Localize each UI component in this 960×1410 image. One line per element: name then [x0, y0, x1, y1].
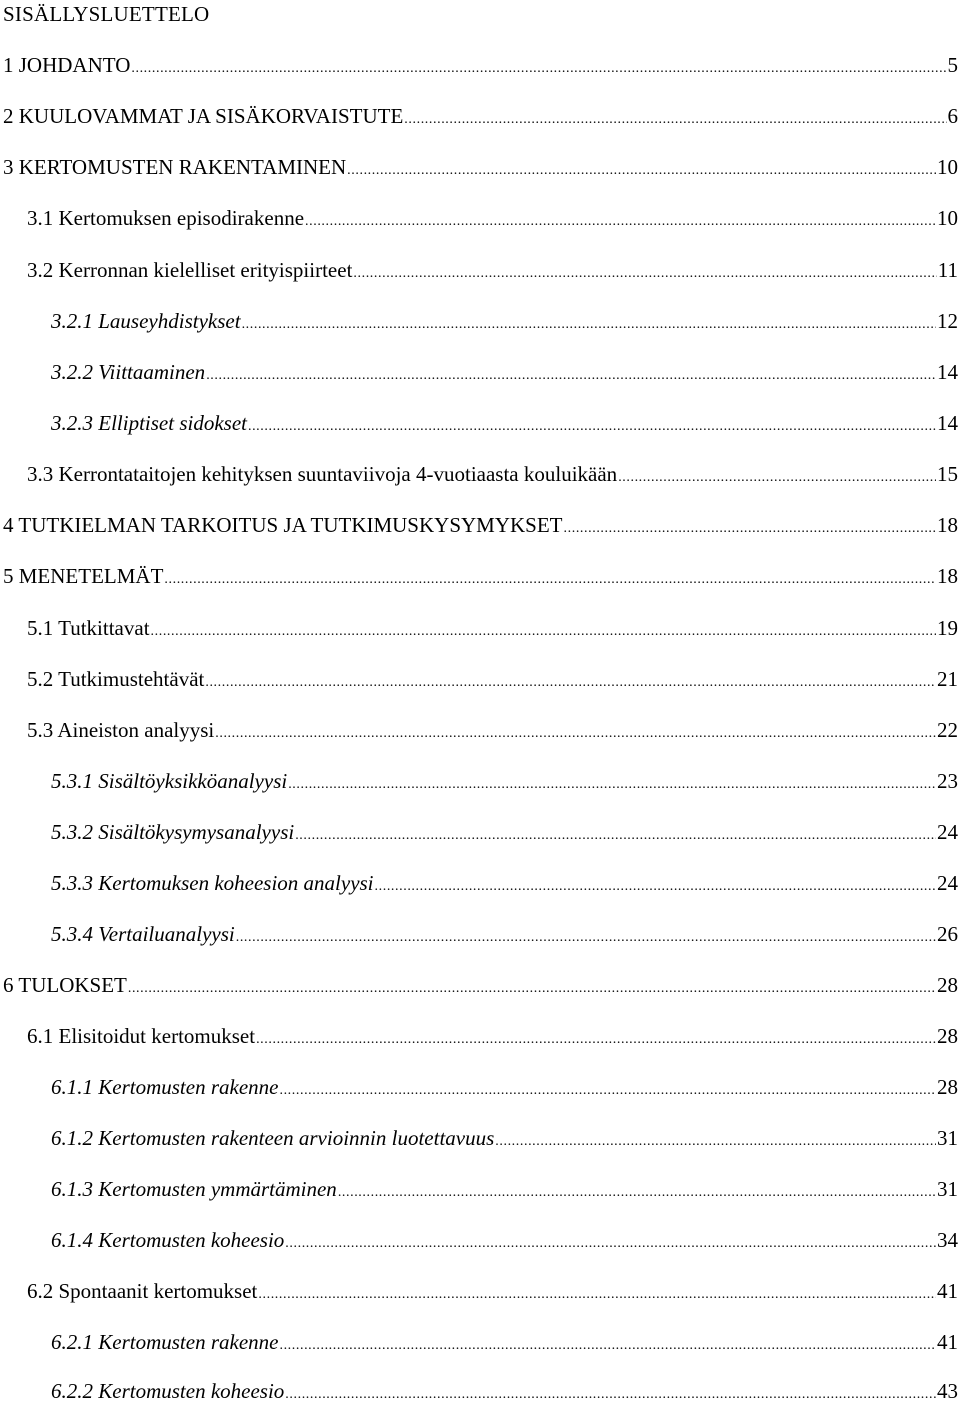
toc-entry-label: 5.2 Tutkimustehtävät [27, 667, 205, 691]
toc-entry [3, 152, 958, 182]
toc-entry [51, 1376, 958, 1406]
dot-leader [305, 203, 936, 237]
dot-leader [128, 970, 936, 1004]
toc-entry [3, 101, 958, 131]
toc-entry [51, 1072, 958, 1102]
toc-entry-label: 3.2 Kerronnan kielelliset erityispiirteet [27, 258, 353, 282]
toc-entry-label: 6.1.1 Kertomusten rakenne [51, 1075, 279, 1099]
toc-entry-label: 6 TULOKSET [3, 973, 127, 997]
dot-leader [215, 715, 936, 749]
toc-entry-page: 18 [937, 513, 958, 537]
toc-entry-label: 1 JOHDANTO [3, 53, 131, 77]
toc-entry-page: 10 [937, 206, 958, 230]
toc-entry-label: 3.2.2 Viittaaminen [51, 360, 206, 384]
toc-entry-page: 19 [937, 616, 958, 640]
dot-leader [288, 766, 936, 800]
toc-entry-page: 41 [937, 1279, 958, 1303]
toc-entry-label: 5 MENETELMÄT [3, 564, 164, 588]
toc-entry-page: 12 [937, 309, 958, 333]
dot-leader [404, 101, 946, 135]
dot-leader [279, 1072, 936, 1106]
toc-entry-label: 5.3 Aineiston analyysi [27, 718, 215, 742]
toc-entry-page: 31 [937, 1177, 958, 1201]
toc-entry-page: 15 [937, 462, 958, 486]
toc-entry [51, 1327, 958, 1357]
toc-entry-page: 5 [947, 53, 958, 77]
toc-entry [51, 766, 958, 796]
toc-entry [51, 306, 958, 336]
toc-entry [27, 715, 958, 745]
toc-entry [51, 1174, 958, 1204]
toc-entry-page: 28 [937, 1024, 958, 1048]
dot-leader [236, 919, 936, 953]
dot-leader [375, 868, 936, 902]
dot-leader [164, 561, 936, 595]
toc-entry-page: 14 [937, 360, 958, 384]
dot-leader [285, 1225, 936, 1259]
dot-leader [295, 817, 936, 851]
toc-entry-page: 21 [937, 667, 958, 691]
toc-entry-page: 28 [937, 1075, 958, 1099]
toc-entry [27, 255, 958, 285]
dot-leader [242, 306, 936, 340]
dot-leader [248, 408, 936, 442]
toc-entry [27, 1021, 958, 1051]
toc-entry-label: 5.3.4 Vertailuanalyysi [51, 922, 235, 946]
toc-entry-label: 5.3.3 Kertomuksen koheesion analyysi [51, 871, 374, 895]
toc-entry-label: 6.2 Spontaanit kertomukset [27, 1279, 258, 1303]
dot-leader [279, 1327, 936, 1361]
dot-leader [258, 1276, 936, 1310]
toc-entry-page: 10 [937, 155, 958, 179]
toc-entry-label: 5.3.1 Sisältöyksikköanalyysi [51, 769, 288, 793]
toc-entry-page: 14 [937, 411, 958, 435]
toc-entry [51, 919, 958, 949]
toc-entry-page: 41 [937, 1330, 958, 1354]
toc-entry [27, 459, 958, 489]
toc-entry-label: 5.3.2 Sisältökysymysanalyysi [51, 820, 295, 844]
dot-leader [347, 152, 936, 186]
toc-entry-label: 2 KUULOVAMMAT JA SISÄKORVAISTUTE [3, 104, 404, 128]
toc-entry [51, 1225, 958, 1255]
toc-entry-label: 3.2.3 Elliptiset sidokset [51, 411, 247, 435]
dot-leader [151, 613, 936, 647]
dot-leader [256, 1021, 936, 1055]
toc-entry-page: 34 [937, 1228, 958, 1252]
toc-entry-label: 4 TUTKIELMAN TARKOITUS JA TUTKIMUSKYSYMYKSET [3, 513, 563, 537]
dot-leader [564, 510, 936, 544]
toc-entry-page: 6 [947, 104, 958, 128]
toc-entry [27, 664, 958, 694]
dot-leader [353, 255, 936, 289]
toc-entry [3, 970, 958, 1000]
toc-entry-page: 43 [937, 1379, 958, 1403]
toc-entry-label: 6.1.2 Kertomusten rakenteen arvioinnin luotettavuus [51, 1126, 495, 1150]
toc-entry-label: 6.1.4 Kertomusten koheesio [51, 1228, 285, 1252]
dot-leader [205, 664, 936, 698]
toc-entry-page: 26 [937, 922, 958, 946]
toc-entry [3, 561, 958, 591]
toc-entry-label: 6.1.3 Kertomusten ymmärtäminen [51, 1177, 337, 1201]
toc-entry-page: 18 [937, 564, 958, 588]
dot-leader [338, 1174, 936, 1208]
toc-entry-label: 6.1 Elisitoidut kertomukset [27, 1024, 256, 1048]
toc-entry-label: 6.2.1 Kertomusten rakenne [51, 1330, 279, 1354]
toc-entry-label: 3.2.1 Lauseyhdistykset [51, 309, 241, 333]
toc-entry [3, 50, 958, 80]
toc-heading: SISÄLLYSLUETTELO [3, 2, 210, 26]
toc-entry-page: 24 [937, 820, 958, 844]
toc-entry-label: 3.1 Kertomuksen episodirakenne [27, 206, 305, 230]
toc-entry-label: 5.1 Tutkittavat [27, 616, 150, 640]
toc-entry [51, 1123, 958, 1153]
toc-entry-page: 24 [937, 871, 958, 895]
toc-entry [51, 817, 958, 847]
toc-entry [3, 510, 958, 540]
dot-leader [206, 357, 936, 391]
toc-entry [51, 868, 958, 898]
toc-entry [51, 408, 958, 438]
toc-entry-page: 22 [937, 718, 958, 742]
dot-leader [495, 1123, 936, 1157]
dot-leader [285, 1376, 936, 1410]
toc-entry [27, 613, 958, 643]
toc-entry-page: 11 [937, 258, 958, 282]
toc-entry-page: 28 [937, 973, 958, 997]
dot-leader [618, 459, 936, 493]
toc-entry-page: 23 [937, 769, 958, 793]
dot-leader [131, 50, 946, 84]
toc-entry-page: 31 [937, 1126, 958, 1150]
toc-entry [27, 203, 958, 233]
toc-entry-label: 3.3 Kerrontataitojen kehityksen suuntaviivoja 4-vuotiaasta kouluikään [27, 462, 618, 486]
toc-entry [51, 357, 958, 387]
toc-entry [27, 1276, 958, 1306]
toc-entry-label: 6.2.2 Kertomusten koheesio [51, 1379, 285, 1403]
toc-entry-label: 3 KERTOMUSTEN RAKENTAMINEN [3, 155, 347, 179]
